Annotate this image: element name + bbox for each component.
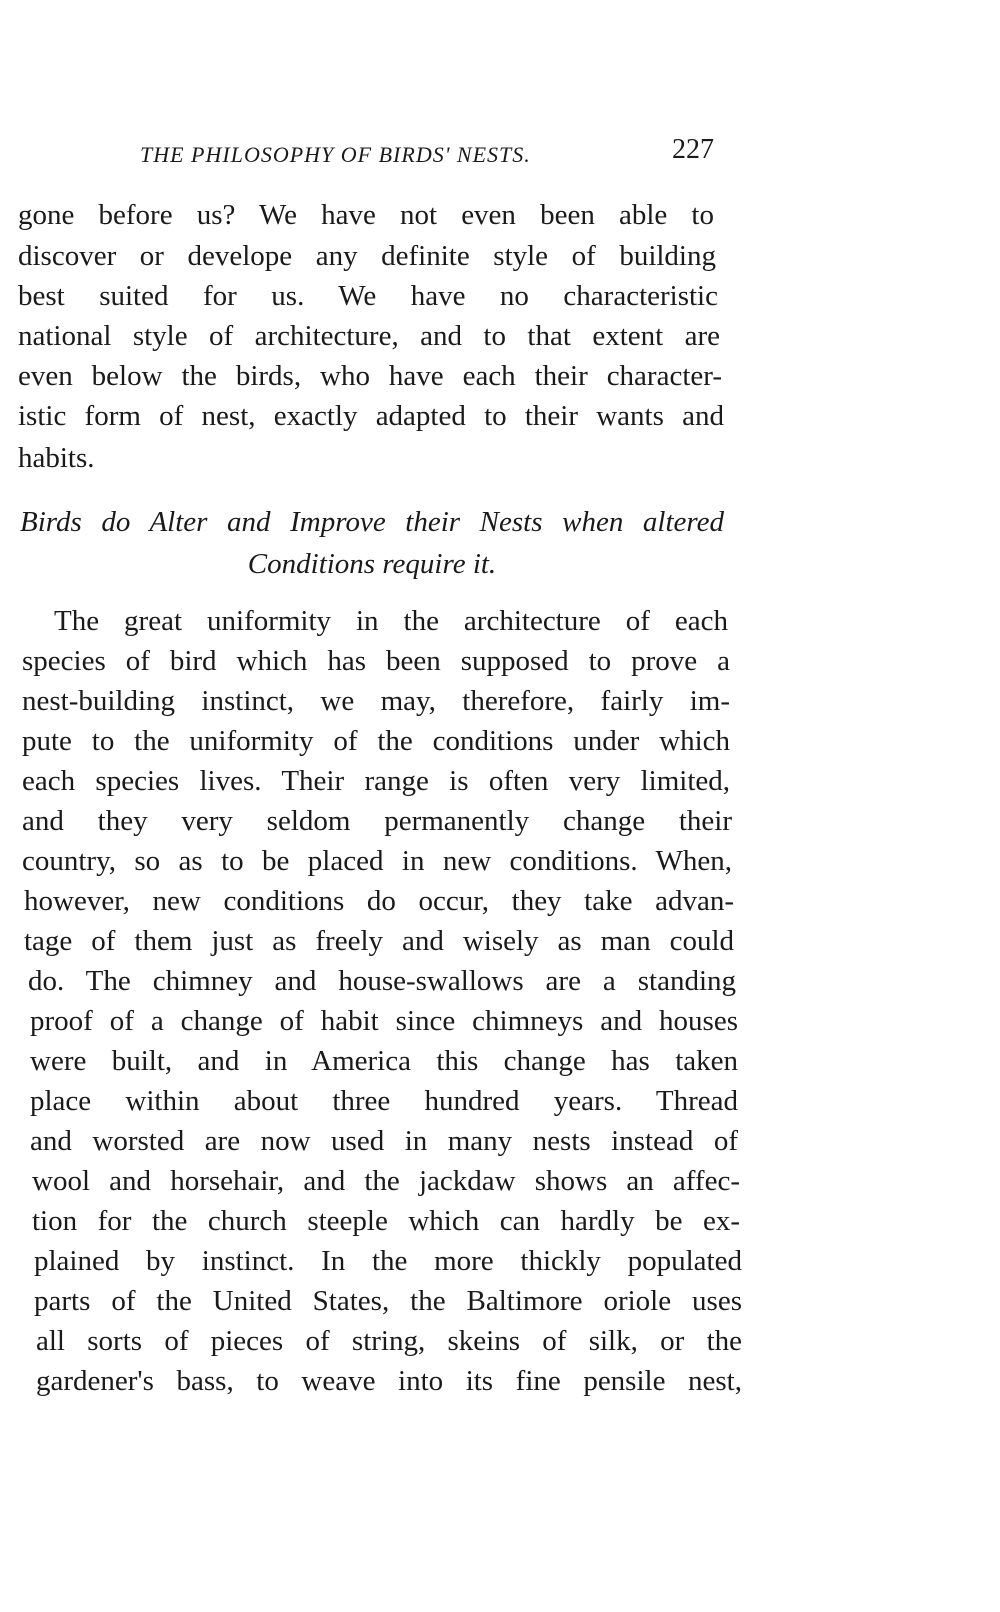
text-line: national style of architecture, and to that extent are <box>18 320 720 352</box>
heading-line: Birds do Alter and Improve their Nests when altered <box>20 506 724 538</box>
text-line: and worsted are now used in many nests instead of <box>30 1125 738 1157</box>
text-line: gone before us? We have not even been able to <box>18 199 714 231</box>
text-line: plained by instinct. In the more thickly populated <box>34 1245 742 1277</box>
text-line: however, new conditions do occur, they take advan- <box>24 885 734 917</box>
text-line: istic form of nest, exactly adapted to their wants and <box>18 400 724 432</box>
text-line: even below the birds, who have each their character- <box>18 360 722 392</box>
text-line: species of bird which has been supposed to prove a <box>22 645 730 677</box>
text-line: wool and horsehair, and the jackdaw shows an affec- <box>32 1165 740 1197</box>
text-line: were built, and in America this change has taken <box>30 1045 738 1077</box>
text-line: discover or develope any definite style of building <box>18 240 716 272</box>
text-line: best suited for us. We have no characteristic <box>18 280 718 312</box>
text-line: each species lives. Their range is often very limited, <box>22 765 730 797</box>
text-line: place within about three hundred years. Thread <box>30 1085 738 1117</box>
text-line: habits. <box>18 442 95 474</box>
text-line: The great uniformity in the architecture of each <box>54 605 728 637</box>
text-line: and they very seldom permanently change their <box>22 805 732 837</box>
text-line: gardener's bass, to weave into its fine pensile nest, <box>36 1365 742 1397</box>
text-line: all sorts of pieces of string, skeins of silk, or the <box>36 1325 742 1357</box>
text-line: country, so as to be placed in new conditions. When, <box>22 845 732 877</box>
running-title: THE PHILOSOPHY OF BIRDS' NESTS. <box>140 142 531 167</box>
running-head <box>140 134 740 174</box>
text-line: tion for the church steeple which can hardly be ex- <box>32 1205 740 1237</box>
text-line: nest-building instinct, we may, therefore, fairly im- <box>22 685 730 717</box>
text-line: do. The chimney and house-swallows are a standing <box>28 965 736 997</box>
text-line: pute to the uniformity of the conditions under which <box>22 725 730 757</box>
text-line: parts of the United States, the Baltimore oriole uses <box>34 1285 742 1317</box>
page-number: 227 <box>672 134 714 165</box>
text-line: tage of them just as freely and wisely as man could <box>24 925 734 957</box>
text-line: proof of a change of habit since chimneys and houses <box>30 1005 738 1037</box>
heading-line: Conditions require it. <box>247 548 497 580</box>
